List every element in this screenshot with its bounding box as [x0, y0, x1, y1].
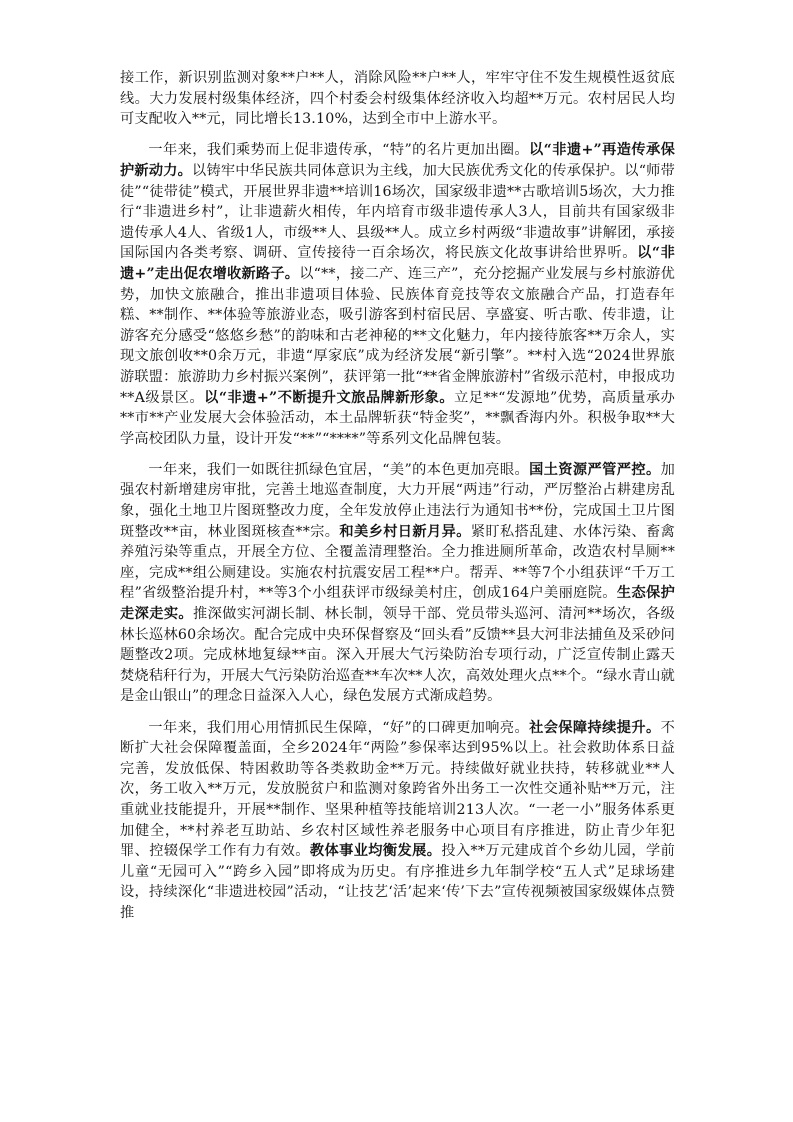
body-paragraph	[120, 68, 675, 130]
body-paragraph	[120, 140, 675, 449]
paragraph-text: 一年来，我们乘势而上促非遗传承，“特”的名片更加出圈。	[148, 142, 530, 159]
paragraph-text: 以“**，接二产、连三产”，充分挖掘产业发展与乡村旅游优势，加快文旅融合，推出非遗项目体验、民族体育竞技等农文旅融合产品，打造春年糕、**制作、**体验等旅游业态，吸引游客到村宿民居、享盛宴、听古歌、传非遗，让游客充分感受“悠悠乡愁”的韵味和古老神秘的**文化魅力，年内接待旅客**万余人，实现文旅创收**0余万元，非遗“厚家底”成为经济发展“新引擎”。**村入选“2024世界旅游联盟：旅游助力乡村振兴案例”，获评第一批“**省金牌旅游村”省级示范村，申报成功**A级景区。	[120, 265, 676, 406]
paragraph-text: 一年来，我们用心用情抓民生保障，“好”的口碑更加响亮。	[148, 719, 530, 736]
body-paragraph	[120, 460, 675, 707]
paragraph-text: 加强农村新增建房审批，完善土地巡查制度，大力开展“两违”行动，严厉整治占耕建房乱象，强化土地卫片图斑整改力度，全年发放停止违法行为通知书**份，完成国土卫片图斑整改**亩，林业图斑核查**宗。	[120, 461, 675, 540]
document-body	[120, 68, 675, 934]
paragraph-text: 紧盯私搭乱建、水体污染、畜禽养殖污染等重点，开展全方位、全覆盖清理整治。全力推进厕所革命，改造农村旱厕**座，完成**组公厕建设。实施农村抗震安居工程**户。帮弄、**等7个小组获评“千万工程”省级整治提升村，**等3个小组获评市级绿美村庄，创成164户美丽庭院。	[120, 523, 675, 602]
bold-heading-text: 教体事业均衡发展。	[309, 843, 442, 860]
body-paragraph	[120, 718, 675, 924]
bold-heading-text: 以“非遗+”走出促农增收新路子。	[120, 245, 675, 282]
bold-heading-text: 社会保障持续提升。	[529, 719, 661, 736]
paragraph-text: 投入**万元建成首个乡幼儿园，学前儿童“无园可入”“跨乡入园”即将成为历史。有序推进乡九年制学校“五人式”足球场建设，持续深化“非遗进校园”活动，“让技艺‘活’起来‘传’下去”宣传视频被国家级媒体点赞推	[120, 843, 675, 921]
paragraph-text: 接工作，新识别监测对象**户**人，消除风险**户**人，牢牢守住不发生规模性返贫底线。大力发展村级集体经济，四个村委会村级集体经济收入均超**万元。农村居民人均可支配收入**元，同比增长13.10%，达到全市中上游水平。	[120, 70, 675, 128]
paragraph-text: 推深做实河湖长制、林长制，领导干部、党员带头巡河、清河**场次，各级林长巡林60余场次。配合完成中央环保督察及“回头看”反馈**县大河非法捕鱼及采砂问题整改2项。完成林地复绿**亩。深入开展大气污染防治专项行动，广泛宣传制止露天焚烧秸秆行为，开展大气污染防治巡查**车次**人次，高效处理火点**个。“绿水青山就是金山银山”的理念日益深入人心，绿色发展方式渐成趋势。	[120, 606, 675, 705]
bold-heading-text: 以“非遗+”再造传承保护新动力。	[120, 142, 675, 179]
bold-heading-text: 和美乡村日新月异。	[339, 523, 471, 540]
paragraph-text: 立足**“发源地”优势，高质量承办**市**产业发展大会体验活动，本土品牌斩获“特金奖”，**飘香海内外。积极争取**大学高校团队力量，设计开发“**”“****”等系列文化品牌包装。	[120, 389, 675, 447]
paragraph-text: 以铸牢中华民族共同体意识为主线，加大民族优秀文化的传承保护。以“师带徒”“徒带徒”模式，开展世界非遗**培训16场次，国家级非遗**古歌培训5场次，大力推行“非遗进乡村”，让非遗薪火相传，年内培育市级非遗传承人3人，目前共有国家级非遗传承人4人、省级1人，市级**人、县级**人。成立乡村两级“非遗故事”讲解团，承接国际国内各类考察、调研、宣传接待一百余场次，将民族文化故事讲给世界听。	[120, 162, 675, 262]
bold-heading-text: 以“非遗+”不断提升文旅品牌新形象。	[204, 389, 455, 406]
paragraph-text: 一年来，我们一如既往抓绿色宜居，“美”的本色更加亮眼。	[148, 461, 530, 478]
bold-heading-text: 生态保护走深走实。	[120, 585, 675, 623]
paragraph-text: 不断扩大社会保障覆盖面，全乡2024年“两险”参保率达到95%以上。社会救助体系日益完善，发放低保、特困救助等各类救助金**万元。持续做好就业扶持，转移就业**人次，务工收入**万元，发放脱贫户和监测对象跨省外出务工一次性交通补贴**万元，注重就业技能提升，开展**制作、坚果种植等技能培训213人次。“一老一小”服务体系更加健全，**村养老互助站、乡农村区域性养老服务中心项目有序推进，防止青少年犯罪、控辍保学工作有力有效。	[120, 719, 675, 860]
bold-heading-text: 国土资源严管严控。	[529, 461, 661, 478]
